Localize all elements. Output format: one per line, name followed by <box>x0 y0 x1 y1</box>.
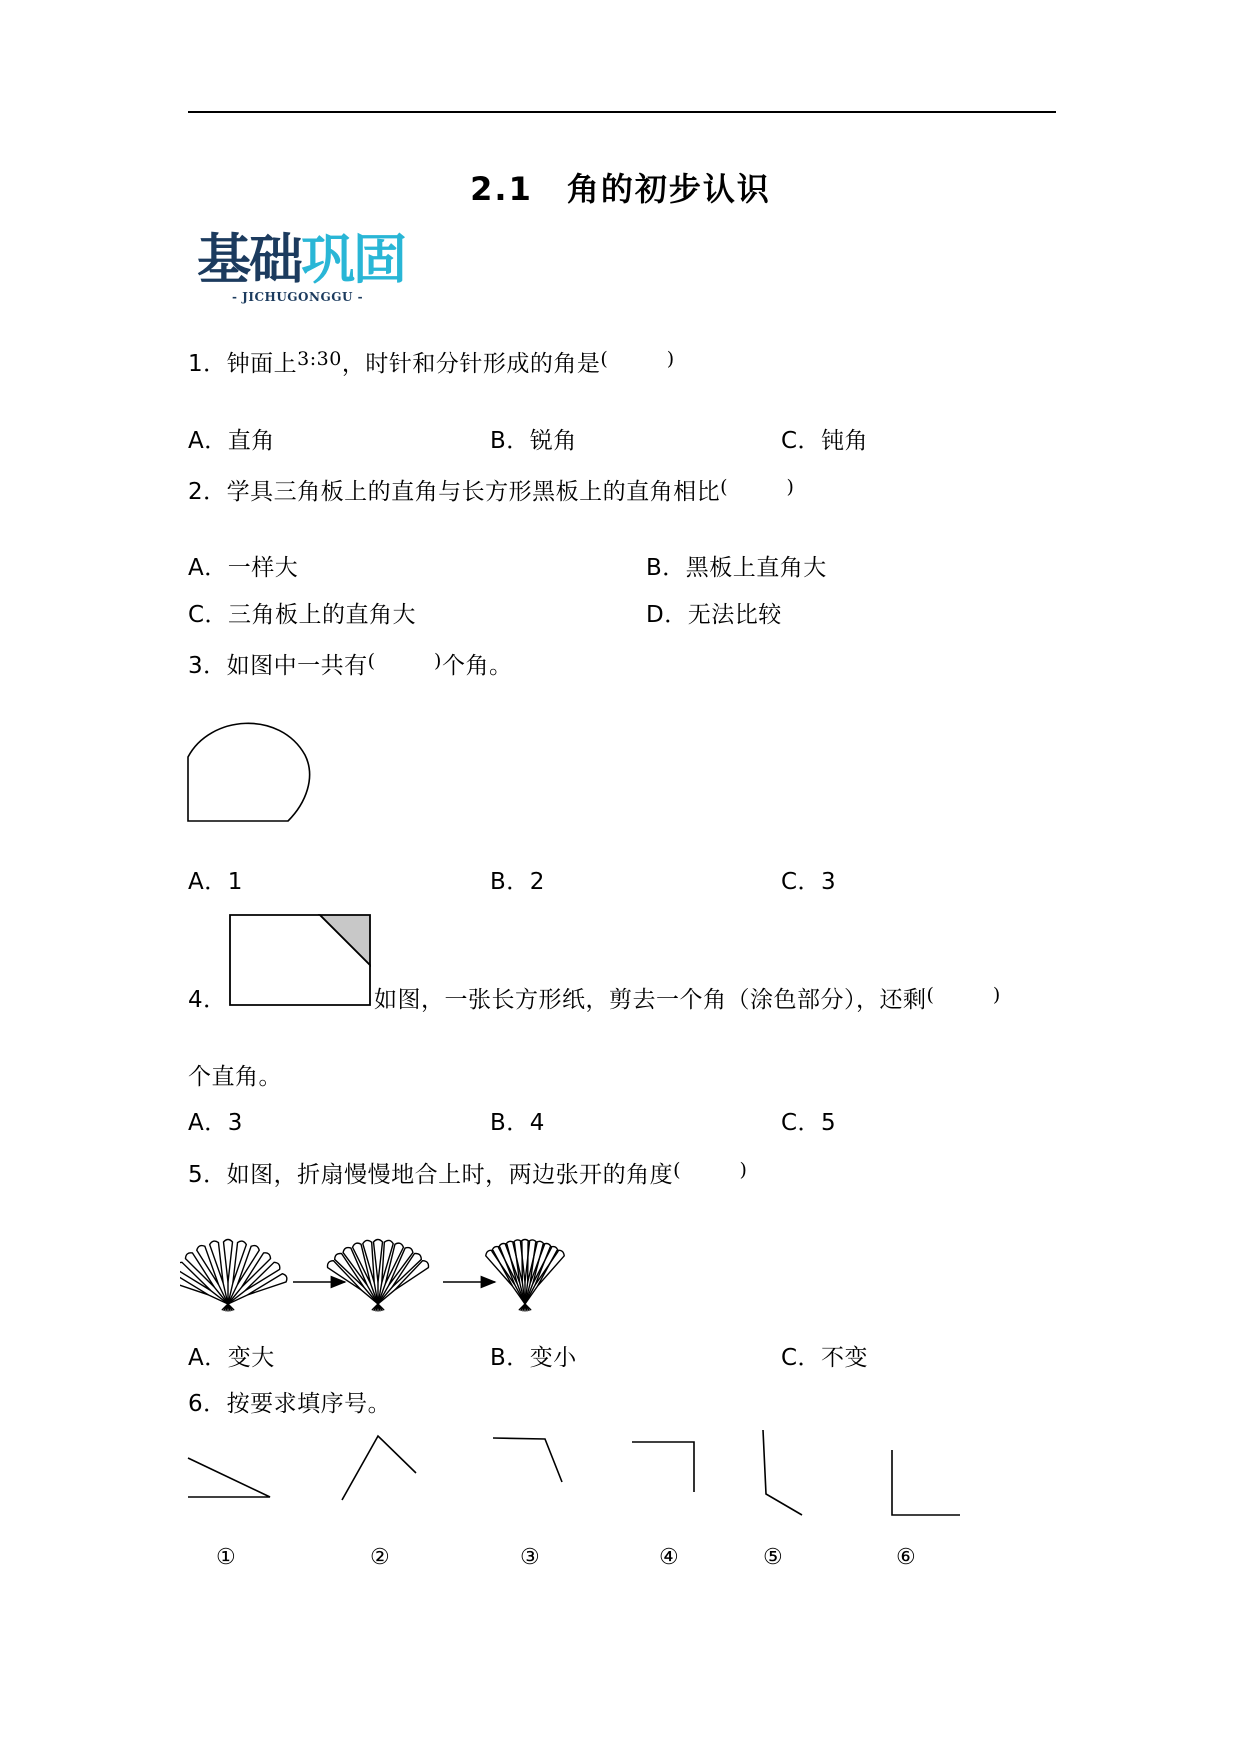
answer-blank[interactable]: ( ) <box>600 348 675 370</box>
angle-5 <box>763 1430 802 1515</box>
question-text: 个角。 <box>441 653 513 679</box>
angle-1 <box>188 1458 270 1497</box>
angle-2 <box>342 1436 416 1500</box>
option-a[interactable]: A．3 <box>188 1110 243 1136</box>
option-c[interactable]: C．3 <box>781 869 837 895</box>
q6-angles-figure <box>180 1428 970 1528</box>
figure-label-6: ⑥ <box>896 1545 916 1570</box>
question-number: 5． <box>188 1162 227 1188</box>
answer-blank[interactable]: ( ) <box>673 1159 748 1181</box>
question-4-number: 4． <box>188 987 227 1013</box>
question-text: 如图，一张长方形纸，剪去一个角（涂色部分），还剩 <box>374 987 927 1013</box>
question-4 <box>374 985 1001 1016</box>
question-6 <box>188 1389 391 1419</box>
question-number: 2． <box>188 479 227 505</box>
question-4-continuation: 个直角。 <box>188 1064 282 1090</box>
option-a[interactable]: A．1 <box>188 869 243 895</box>
angle-3 <box>493 1438 562 1482</box>
angle-4 <box>632 1442 694 1492</box>
fan-blade <box>224 1240 233 1283</box>
question-text: 学具三角板上的直角与长方形黑板上的直角相比 <box>226 479 721 505</box>
q5-fan-figure <box>180 1222 600 1314</box>
figure-label-3: ③ <box>520 1545 540 1570</box>
question-text: 钟面上 <box>226 351 298 377</box>
figure-label-5: ⑤ <box>763 1545 783 1570</box>
option-b[interactable]: B．变小 <box>490 1345 577 1371</box>
fan-3 <box>486 1240 564 1312</box>
question-number: 3． <box>188 653 227 679</box>
option-c[interactable]: C．钝角 <box>781 428 869 454</box>
question-3 <box>188 651 512 682</box>
option-a[interactable]: A．直角 <box>188 428 275 454</box>
question-1 <box>188 349 675 380</box>
option-c[interactable]: C．5 <box>781 1110 837 1136</box>
option-a[interactable]: A．一样大 <box>188 555 299 581</box>
q4-paper-figure <box>228 913 374 1007</box>
logo-subtitle: - JICHUGONGGU - <box>232 290 364 304</box>
q3-shape-figure <box>180 715 320 825</box>
angle-6 <box>892 1450 960 1515</box>
option-d[interactable]: D．无法比较 <box>646 602 782 628</box>
option-b[interactable]: B．2 <box>490 869 545 895</box>
option-b[interactable]: B．4 <box>490 1110 545 1136</box>
option-c[interactable]: C．不变 <box>781 1345 869 1371</box>
question-2 <box>188 477 794 508</box>
logo-text-dark: 基础 <box>197 228 301 291</box>
answer-blank[interactable]: ( ) <box>367 650 442 672</box>
logo <box>197 228 405 292</box>
fan-blade <box>374 1240 383 1283</box>
option-c[interactable]: C．三角板上的直角大 <box>188 602 417 628</box>
question-text: 如图，折扇慢慢地合上时，两边张开的角度 <box>226 1162 674 1188</box>
question-number: 1． <box>188 351 227 377</box>
fan-1 <box>180 1240 287 1312</box>
answer-blank[interactable]: ( ) <box>720 476 795 498</box>
figure-label-4: ④ <box>659 1545 679 1570</box>
option-a[interactable]: A．变大 <box>188 1345 275 1371</box>
question-5 <box>188 1160 747 1191</box>
option-b[interactable]: B．锐角 <box>490 428 577 454</box>
page-title: 2.1 角的初步认识 <box>470 170 771 208</box>
clock-time: 3:30 <box>297 348 342 370</box>
question-text: 按要求填序号。 <box>226 1391 392 1417</box>
question-text: 如图中一共有 <box>226 653 368 679</box>
figure-label-2: ② <box>370 1545 390 1570</box>
fan-2 <box>327 1240 428 1312</box>
option-b[interactable]: B．黑板上直角大 <box>646 555 827 581</box>
question-number: 6． <box>188 1391 227 1417</box>
figure-label-1: ① <box>216 1545 236 1570</box>
answer-blank[interactable]: ( ) <box>926 984 1001 1006</box>
header-rule <box>188 111 1056 113</box>
logo-text-light: 巩固 <box>301 228 405 291</box>
question-text: ，时针和分针形成的角是 <box>341 351 601 377</box>
